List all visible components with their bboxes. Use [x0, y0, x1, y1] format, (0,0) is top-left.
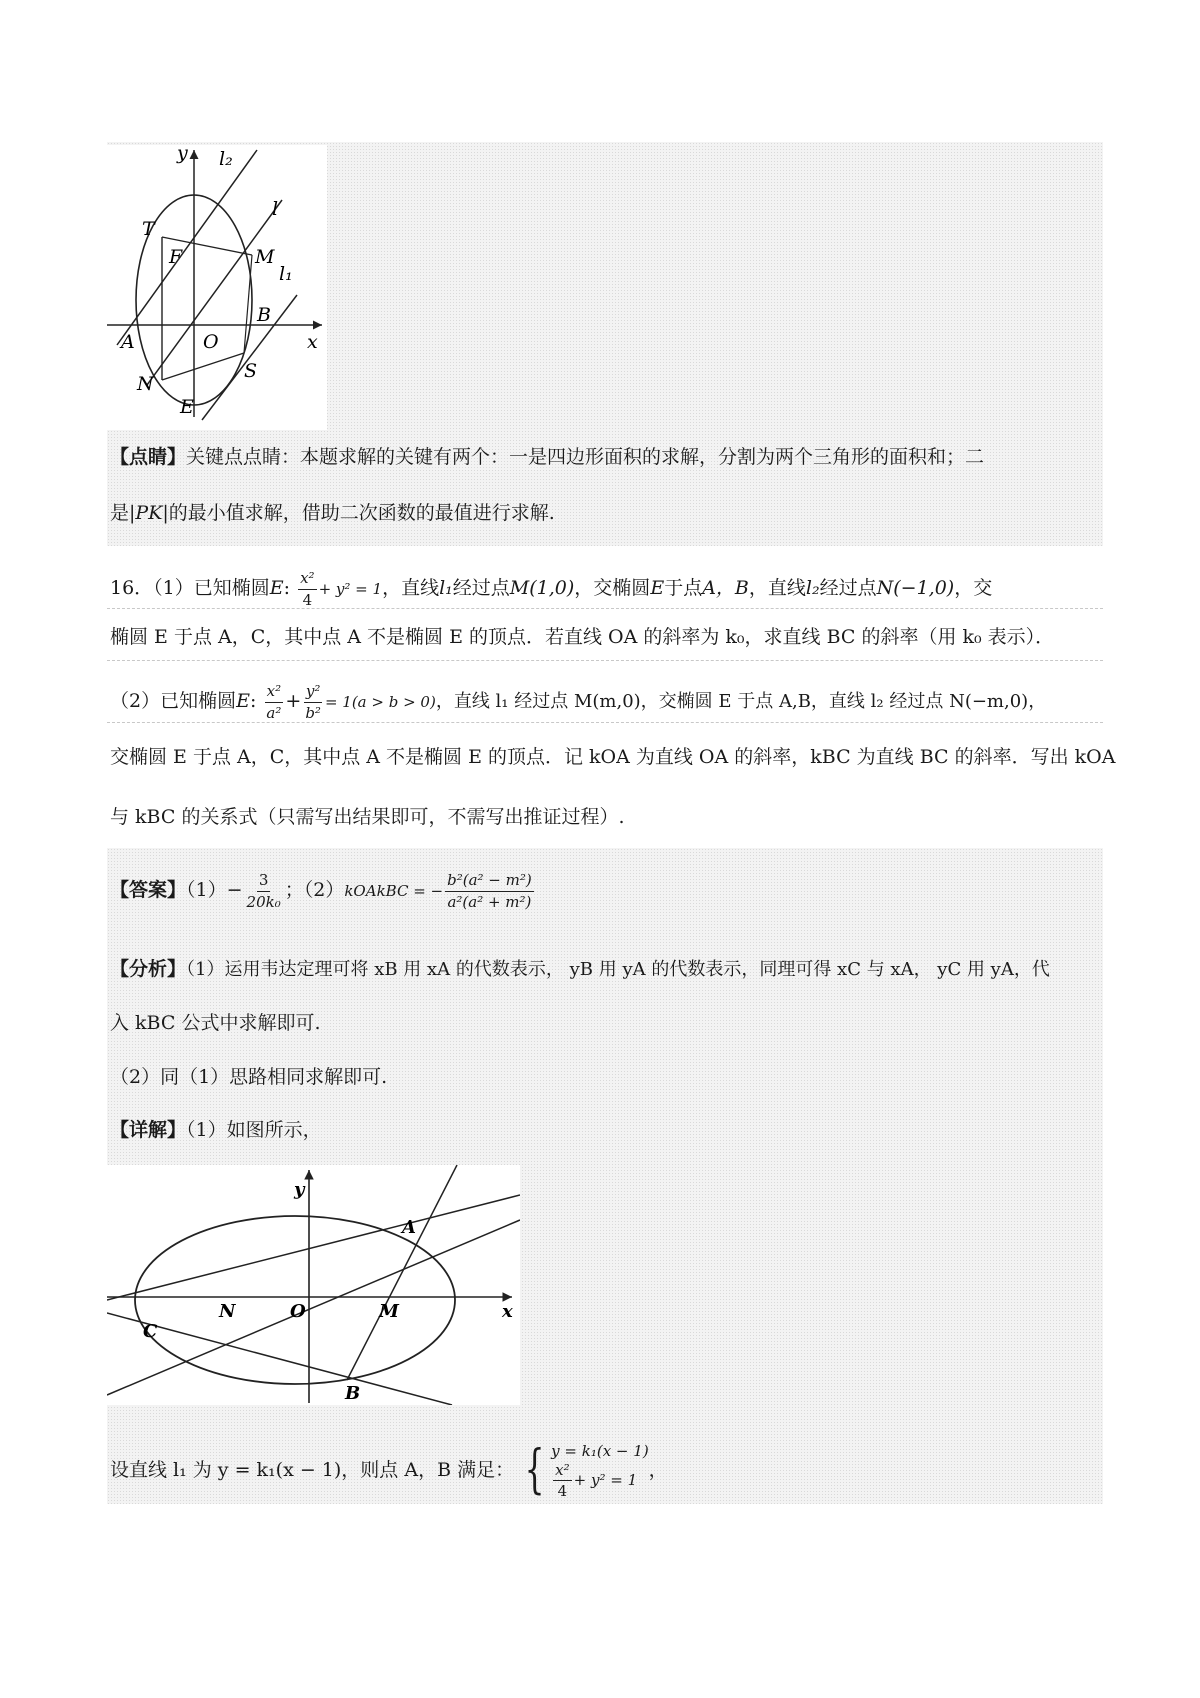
- answer-part2-num: b²(a² − m²): [445, 872, 534, 892]
- p16-frac-x2-4: [298, 570, 316, 608]
- p16-l1-h: ，交: [954, 577, 993, 599]
- answer-part2-den: a²(a² + m²): [447, 892, 532, 911]
- analysis-line-1: [110, 960, 1050, 979]
- answer-part2-label: （2）: [303, 879, 345, 901]
- p16-l1-e: 于点: [664, 577, 703, 599]
- answer-part2-lhs: kOAkBC = −: [344, 882, 444, 900]
- analysis-line-3: [110, 1068, 387, 1087]
- answer-line: [110, 872, 536, 910]
- p16-frac-num: x²: [298, 570, 316, 590]
- p16-l1-E: E: [269, 577, 284, 599]
- p16-l1-c: 经过点: [452, 577, 510, 599]
- answer-part1-num: 3: [257, 872, 271, 892]
- answer-part1-frac: [245, 872, 283, 910]
- fig1-label-l2: l₂: [219, 148, 233, 170]
- fig2-label-C: C: [143, 1321, 158, 1342]
- divider-dash-1: [107, 608, 1103, 609]
- sys-line-2-rest: + y² = 1: [573, 1470, 638, 1489]
- p16-frac-x2-a2: [264, 683, 283, 721]
- fig1-label-l1: l₁: [279, 263, 293, 285]
- figure-1-svg: [107, 145, 327, 430]
- p16-frac2-num: x²: [265, 683, 283, 703]
- analysis-line-2: [110, 1014, 321, 1033]
- answer-label: 【答案】: [110, 879, 187, 901]
- p16-frac3-num: y²: [304, 683, 323, 703]
- p16-l1-N: N(−1,0): [876, 577, 955, 599]
- p16-l3-E: E: [236, 690, 250, 712]
- answer-part1-label: （1）: [186, 879, 227, 901]
- fig1-label-T: T: [142, 218, 155, 240]
- sys-line-2: [551, 1462, 649, 1500]
- fig2-label-A: A: [402, 1217, 416, 1238]
- answer-part1-den: 20k₀: [246, 892, 281, 911]
- equation-system: [518, 1441, 649, 1500]
- detail-label: 【详解】: [110, 1119, 187, 1141]
- sys-frac-num: x²: [553, 1462, 571, 1482]
- p16-l5: 与 kBC 的关系式（只需写出结果即可，不需写出推证过程）.: [110, 806, 625, 828]
- dianjing-label: 【点睛】: [110, 446, 187, 468]
- p16-l1-b: ，直线: [382, 577, 440, 599]
- p16-frac3-den: b²: [305, 703, 321, 722]
- dianjing-abs-pk: |PK|: [129, 502, 169, 524]
- dianjing-text-1: 关键点点睛：本题求解的关键有两个：一是四边形面积的求解，分割为两个三角形的面积和；二: [186, 446, 985, 468]
- detail-line-1: [110, 1121, 322, 1140]
- analysis-text-3: （2）同（1）思路相同求解即可.: [110, 1066, 388, 1088]
- fig2-label-N: N: [219, 1301, 236, 1322]
- detail-text-2-pre: 设直线 l₁ 为 y = k₁(x − 1)，则点 A，B 满足：: [110, 1458, 515, 1481]
- fig1-label-F: F: [169, 246, 183, 268]
- fig2-label-x: x: [502, 1301, 513, 1322]
- figure-ellipse-vertical: [107, 145, 327, 430]
- p16-l1-M: M(1,0): [509, 577, 575, 599]
- answer-part1-sign: −: [226, 879, 243, 901]
- p16-l1-a: 16．（1）已知椭圆: [110, 577, 270, 599]
- figure-ellipse-horizontal: [107, 1165, 520, 1405]
- fig1-label-E: E: [180, 396, 194, 418]
- detail-line-2: [110, 1440, 668, 1500]
- p16-l4: 交椭圆 E 于点 A，C，其中点 A 不是椭圆 E 的顶点．记 kOA 为直线 OA 的斜率，kBC 为直线 BC 的斜率．写出 kOA: [110, 746, 1116, 768]
- problem16-line-5: [110, 808, 625, 827]
- answer-sep: ；: [284, 879, 304, 901]
- divider-dash-2: [107, 660, 1103, 661]
- divider-dash-3: [107, 722, 1103, 723]
- p16-l1-AB: A，B: [702, 577, 749, 599]
- equation-system-lines: [551, 1441, 649, 1500]
- p16-l3-b: ，直线 l₁ 经过点 M(m,0)，交椭圆 E 于点 A,B，直线 l₂ 经过点 N(−m,0)，: [435, 691, 1047, 712]
- problem16-line-1: 16．（1）已知椭圆E: $\frac{\text{x²}}{4}$ + y² = 1，直线l₁经过点M(1,0)，交椭圆E于点A，B，直线l₂经过点N(−1,0)，交: [110, 569, 993, 609]
- answer-part2-frac: [445, 872, 534, 910]
- fig1-label-M: M: [255, 246, 275, 268]
- p16-l1-E2: E: [650, 577, 665, 599]
- fig2-label-y: y: [294, 1179, 305, 1200]
- sys-frac: [553, 1462, 571, 1500]
- fig1-label-O: O: [203, 331, 219, 353]
- analysis-label: 【分析】: [110, 958, 187, 980]
- figure-2-svg: [107, 1165, 520, 1405]
- sys-frac-den: 4: [557, 1482, 568, 1500]
- p16-l3-a: （2）已知椭圆: [110, 690, 237, 712]
- problem16-line-3: （2）已知椭圆E: $\frac{\text{x²}}{\text{a²}}$ + $\frac{\text{y²}}{\text{b²}}$ = 1(a > b > 0)，直线 l₁ 经过点 M(m,0)，交椭圆 E 于点 A,B，直线 l₂ 经过点 N(−m,0)，: [110, 682, 1047, 722]
- p16-l1-l1: l₁: [439, 577, 453, 599]
- p16-l1-g: 经过点: [819, 577, 877, 599]
- p16-l2: 椭圆 E 于点 A，C，其中点 A 不是椭圆 E 的顶点．若直线 OA 的斜率为 k₀，求直线 BC 的斜率（用 k₀ 表示）．: [110, 626, 1055, 648]
- dianjing-line-1: [110, 448, 984, 467]
- brace-icon: {: [524, 1440, 545, 1500]
- fig2-label-M: M: [379, 1301, 399, 1322]
- fig1-label-A: A: [121, 331, 135, 353]
- p16-l3-eq-rest: = 1(a > b > 0): [324, 693, 436, 711]
- fig1-label-B: B: [257, 304, 271, 326]
- p16-l1-d: ，交椭圆: [574, 577, 651, 599]
- fig1-label-S: S: [244, 360, 258, 382]
- dianjing-text-2-post: 的最小值求解，借助二次函数的最值进行求解.: [168, 502, 555, 524]
- p16-frac2-den: a²: [266, 703, 282, 722]
- problem16-line-2: [110, 628, 1054, 647]
- p16-frac-den: 4: [302, 590, 313, 609]
- dianjing-text-2-pre: 是: [110, 502, 130, 524]
- problem16-line-4: [110, 748, 1115, 767]
- fig2-label-O: O: [290, 1301, 306, 1322]
- p16-l1-l2: l₂: [805, 577, 820, 599]
- sys-line-1: y = k₁(x − 1): [551, 1441, 649, 1460]
- p16-l1-f: ，直线: [748, 577, 806, 599]
- analysis-text-1: （1）运用韦达定理可将 xB 用 xA 的代数表示， yB 用 yA 的代数表示，同理可得 xC 与 xA， yC 用 yA，代: [186, 959, 1050, 980]
- p16-l1-eq-rest: + y² = 1: [318, 580, 383, 598]
- detail-text-2-post: ，: [648, 1458, 668, 1481]
- dianjing-line-2: [110, 504, 555, 523]
- fig1-label-N: N: [137, 373, 154, 395]
- fig1-label-x: x: [307, 331, 318, 353]
- p16-frac-y2-b2: [303, 683, 323, 721]
- fig1-label-l: l: [272, 198, 279, 220]
- fig2-label-B: B: [345, 1383, 361, 1404]
- analysis-text-2: 入 kBC 公式中求解即可.: [110, 1012, 321, 1034]
- detail-text-1: （1）如图所示，: [186, 1119, 322, 1141]
- fig1-label-y: y: [177, 145, 188, 164]
